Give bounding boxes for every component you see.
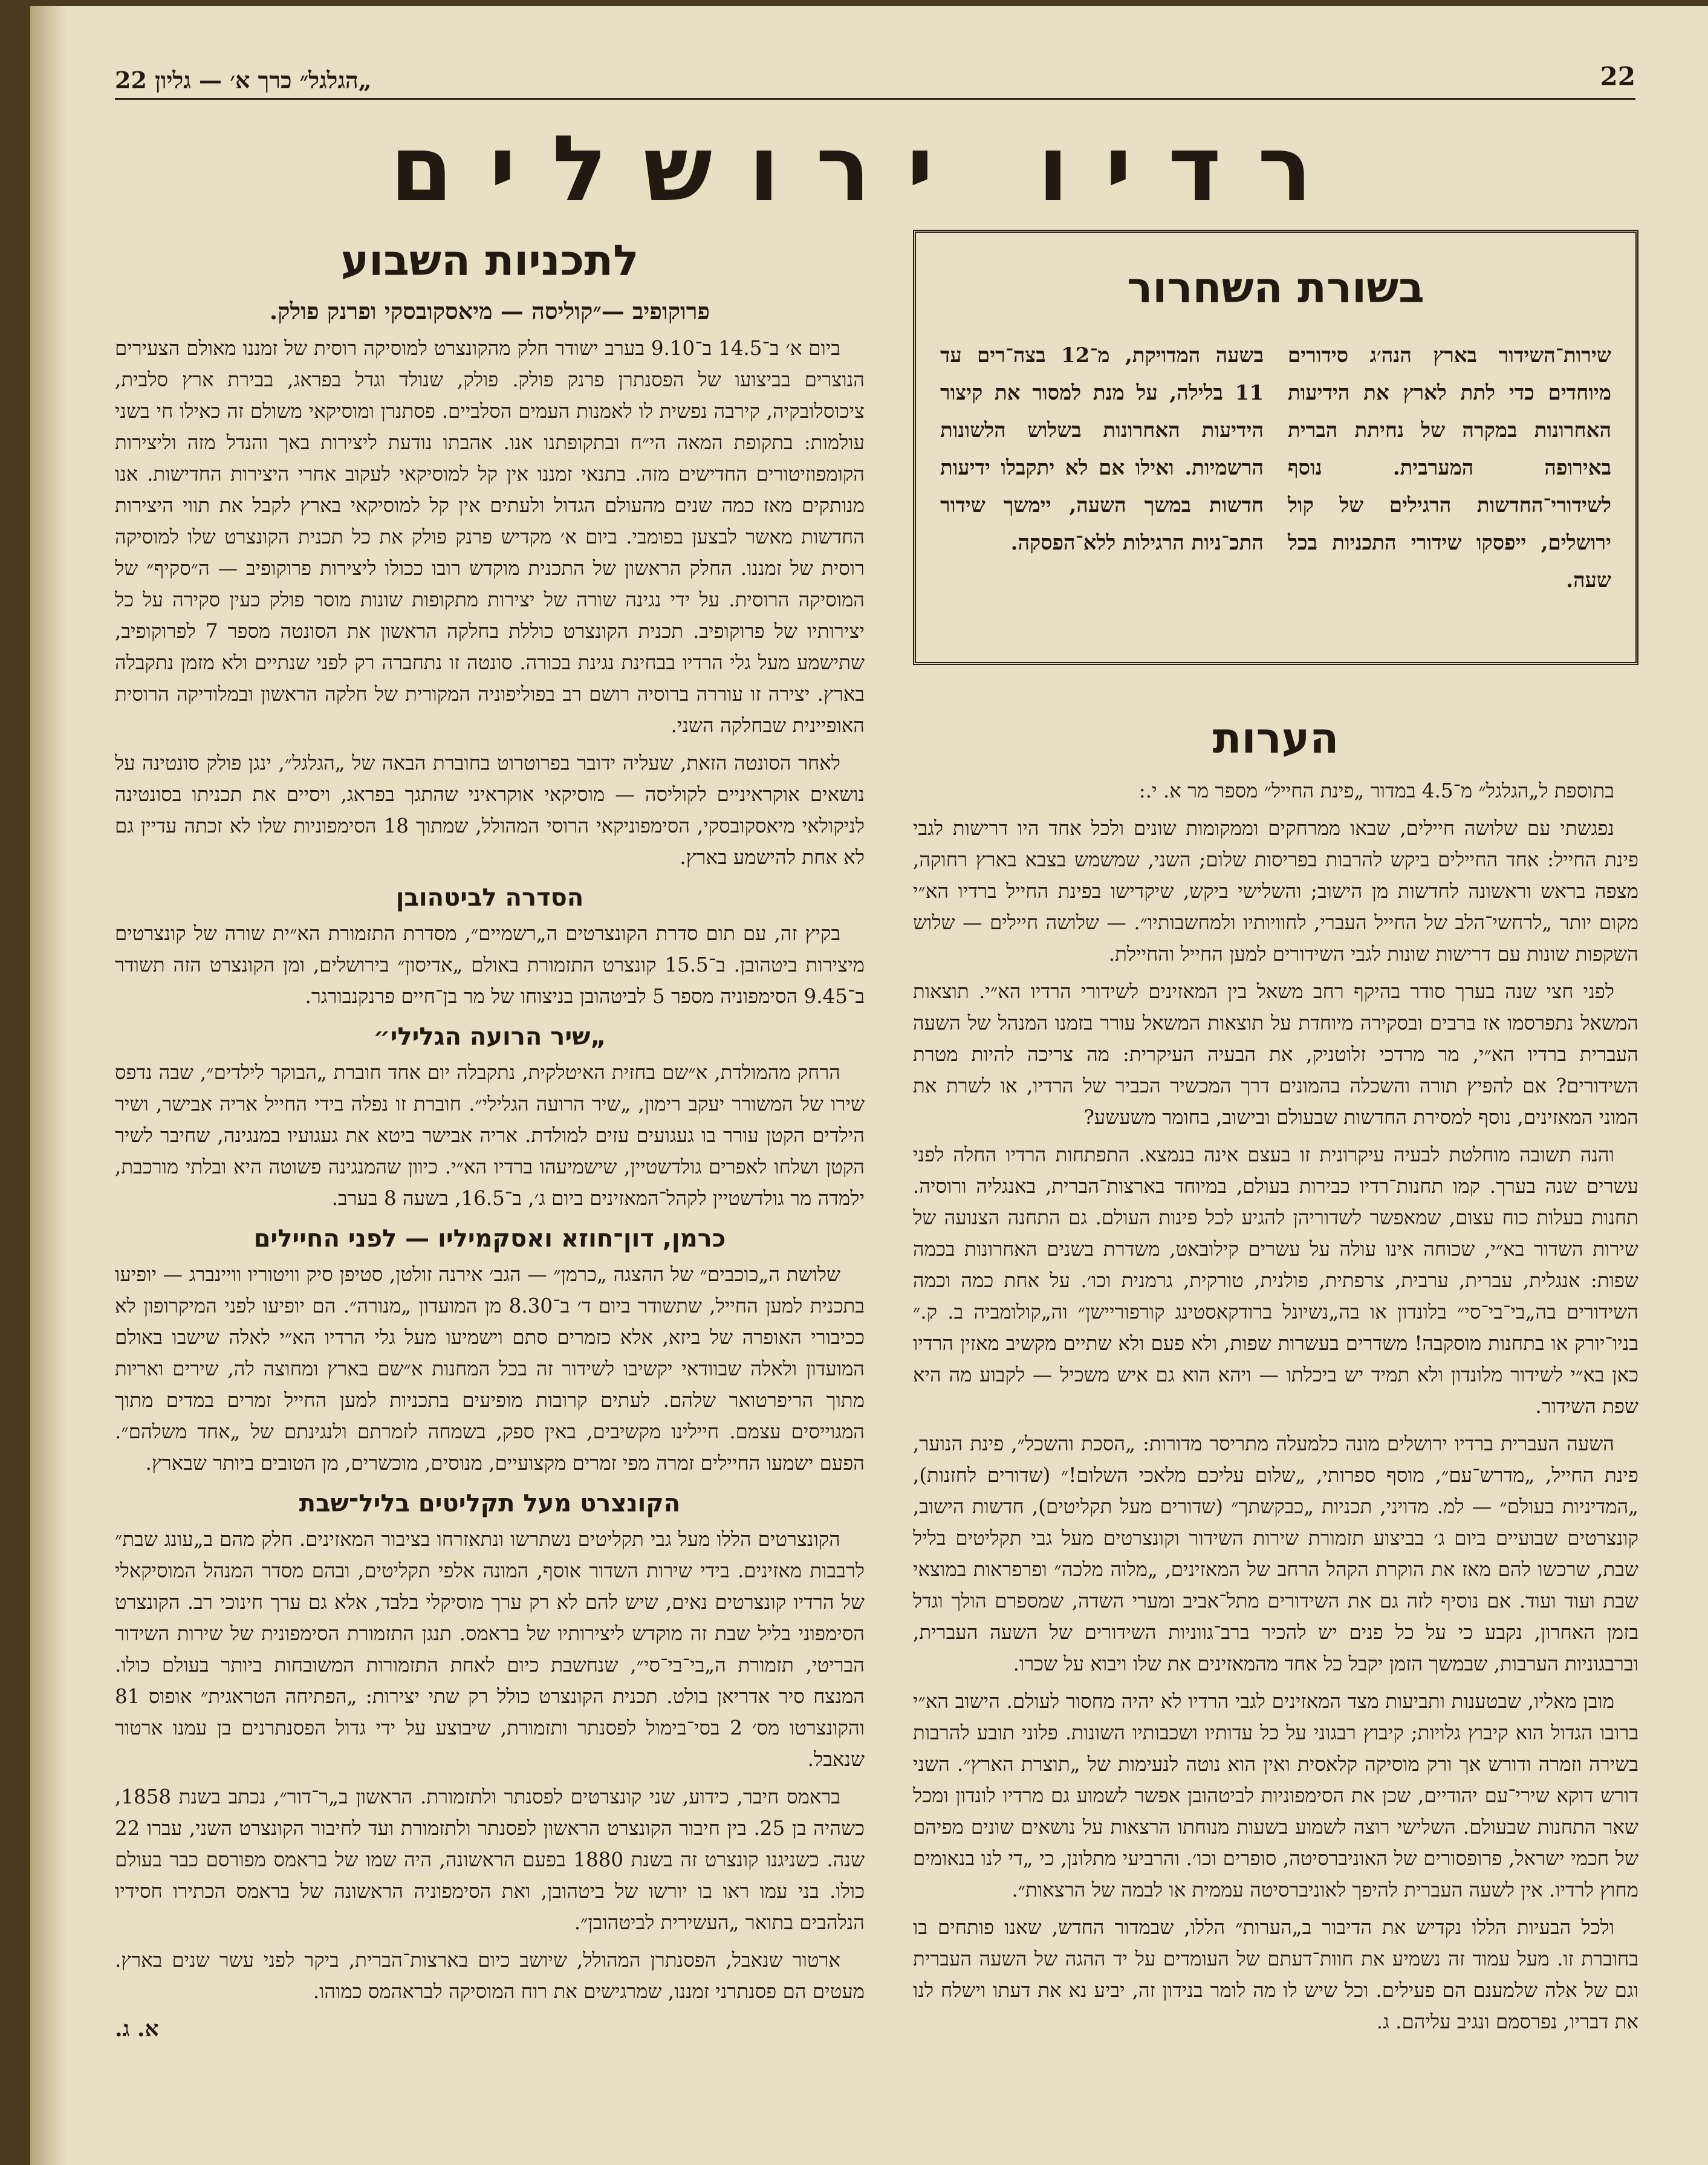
paragraph: הקונצרטים הללו מעל גבי תקליטים נשתרשו ונתאזרחו בציבור המאזינים. חלק מהם ב„עונג שבת״ לרבבות מאזינים. בידי שירות השדור אוסף, המונה אלפי תקליטים, ובהם מסדר המנהל המוסיקאלי של הרדיו קונצרטים נאים, שיש להם לא רק ערך מוסיקלי בלבד, אלא גם ערך חינוכי רב. הקונצרט הסימפוני בליל שבת זה מוקדש ליצירותיו של בראמס. תנגן התזמורת הסימפונית של שירות השידור הבריטי, תזמורת ה„בי־בי־סי״, שנחשבת כיום לאחת התזמורות המשובחות ביותר בעולם כולו. המנצח סיר אדריאן בולט. תכנית הקונצרט כולל רק שתי יצירות: „הפתיחה הטראגית״ אופוס 81 והקונצרטו מס׳ 2 בסי־בימול לפסנתר ותזמורת, שיבוצע על ידי גדול הפסנתרנים בן עמנו ארטור שנאבל. bbox=[115, 1528, 865, 1771]
paragraph: בתוספת ל„הגלגל״ מ־4.5 במדור „פינת החייל״ מספר מר א. י.: bbox=[1138, 779, 1614, 802]
paragraph: נפגשתי עם שלושה חיילים, שבאו ממרחקים וממקומות שונים ולכל אחד היו דרישות לגבי פינת החייל: אחד החיילים ביקש להרבות בפריסות שלום; השני, שמשמש בצבא בארץ רחוקה, מצפה בראש וראשונה לחדשות מן הישוב; והשלישי ביקש, שיקדישו בפינת החייל ברדיו הא״י מקום יותר „לרחשי־הלב של החייל העברי, לחוויותיו ולמחשבותיו״. — שלושה חיילים — שלוש השקפות שונות עם דרישות שונות לגבי השידורים למען החייל והחיילת. bbox=[913, 817, 1638, 966]
section-heading: כרמן, דון־חוזא ואסקמיליו — לפני החיילים bbox=[253, 1225, 726, 1253]
weekly-programs-lead: פרוקופיב —״קוליסה — מיאסקובסקי ופרנק פולק. bbox=[269, 297, 710, 325]
paragraph: ארטור שנאבל, הפסנתרן המהולל, שיושב כיום בארצות־הברית, ביקר לפני עשר שנים בארץ. מעטים הם פסנתרני זמננו, שמרגישים את רוח המוסיקה לבראהמס כמוהו. bbox=[115, 1949, 865, 2003]
notice-title: בשורת השחרור bbox=[1127, 263, 1424, 313]
page-number: 22 bbox=[1600, 62, 1635, 91]
liberation-notice-box bbox=[913, 230, 1638, 665]
comments-title: הערות bbox=[1212, 713, 1339, 763]
paragraph: לאחר הסונטה הזאת, שעליה ידובר בפרוטרוט בחוברת הבאה של „הגלגל״, ינגן פולק סונטינה על נושאים אוקראיניים לקוליסה — מוסיקאי אוקראיני שהתגך בפראג, ויסיים את תכניתו בסונטינה לניקולאי מיאסקובסקי, הסימפוניקאי הרוסי המהולל, שמתוך 18 הסימפוניות שלו לא זכתה עדיין גם לא אחת להישמע בארץ. bbox=[115, 751, 865, 869]
paragraph: מובן מאליו, שבטענות ותביעות מצד המאזינים לגבי הרדיו לא יהיה מחסור לעולם. הישוב הא״י ברובו הגדול הוא קיבוץ גלויות; קיבוץ רבגוני על כל עדותיו ושכבותיו השונות. פלוני תובע להרבות בשירה וזמרה ודורש אך ורק מוסיקה קלאסית ואין הוא נוטה לנעימות של „תוצרת הארץ״. השני דורש דוקא שירי־עם יהודיים, שכן את הסימפוניות לביטהובן אפשר לשמוע גם מרדיו לונדון ומכל שאר התחנות שבעולם. השלישי רוצה לשמוע בשעות מנוחתו הרצאות על נושאים שונים מפיהם של חכמי ישראל, פרופסורים של האוניברסיטה, סופרים וכו׳. והרביעי מתלונן, כי „די לנו בנאומים מחוץ לרדיו. אין לשעה העברית להיפך לאוניברסיטה עממית או לבמה של הרצאות״. bbox=[913, 1690, 1638, 1901]
section-heading: הקונצרט מעל תקליטים בליל־שבת bbox=[299, 1490, 681, 1517]
paragraph: הרחק מהמולדת, א״שם בחזית האיטלקית, נתקבלה יום אחד חוברת „הבוקר לילדים״, שבה נדפס שירו של המשורר יעקב רימון, „שיר הרועה הגלילי״. חוברת זו נפלה בידי החייל אריה אבישר, ושיר הילדים הקטן עורר בו געגועים עזים למולדת. אריה אבישר ביטא את געגועיו במנגינה, שחיבר לשיר הקטן ושלחו לאפרים גולדשטיין, שישמיעהו ברדיו הא״י. כיוון שהמנגינה פשוטה היא ובלתי מורכבת, ילמדה מר גולדשטיין לקהל־המאזינים ביום ג׳, ב־16.5, בשעה 8 בערב. bbox=[115, 1061, 865, 1210]
newspaper-page bbox=[30, 6, 1708, 2165]
paragraph: ולכל הבעיות הללו נקדיש את הדיבור ב„הערות״ הללו, שבמדור החדש, שאנו פותחים בו בחוברת זו. מעל עמוד זה נשמיע את חוות־דעתם של העומדים על יד ההגה של השעה העברית וגם של אלה שלמענם הם פעילים. וכל שיש לו מה לומר בנידון זה, יביע נא את דעתו וישלח לנו את דבריו, נפרסמם ונגיב עליהם. ג. bbox=[913, 1916, 1638, 2033]
paragraph: שלושת ה„כוכבים״ של ההצגה „כרמן״ — הגב׳ אירנה זולטן, סטיפן סיק וויטוריו וויינברג — יופיעו בתכנית למען החייל, שתשודר ביום ד׳ ב־8.30 מן המועדון „מנורה״. הם יופיעו לפני המיקרופון לא ככיבורי האופרה של ביזא, אלא כזמרים סתם וישמיעו מעל גלי הרדיו הא״י לאלה שישבו באולם המועדון ולאלה שבוודאי יקשיבו לשידור זה בכל המחנות א״שם בארץ ומחוצה לה, שירים ואריות מתוך הריפרטואר שלהם. לעתים קרובות מופיעים בתכניות למען החייל זמרים במדים מתוך המגוייסים עצמם. חיילינו מקשיבים, באין ספק, בשמחה לזמרתם ולנגינתם של „אחד משלהם״. הפעם ישמעו החיילים זמרה מפי זמרים מקצועיים, מנוסים, מוכשרים, מן הטובים ביותר שבארץ. bbox=[115, 1263, 865, 1475]
paragraph: ביום א׳ ב־14.5 ב־9.10 בערב ישודר חלק מהקונצרט למוסיקה רוסית של זמננו מאולם הצעירים הנוצרים בביצועו של הפסנתרן פרנק פולק. פולק, שנולד וגדל בפראג, בבירת ארץ סלבית, ציכוסלובקיה, קירבה נפשית לו לאמנות העמים הסלביים. פסתנרן ומוסיקאי משולם זה כאילו חי בשני עולמות: בתקופת המאה הי״ח ובתקופתנו אנו. אהבתו נודעת ליצירות באך והנדל מזה וליצירות הקומפוזיטורים החדישים מזה. בתנאי זמננו אין קל למוסיקאי לעקוב אחרי היצירות החדישות. אנו מנותקים מאז כמה שנים מהעולם הגדול ולעתים אין קל למוסיקאי בארץ לקבל את תווי היצירות החדשות מאשר לבצען בפומבי. ביום א׳ מקדיש פרנק פולק את כל תכנית הקונצרט שלו למוסיקה רוסית של זמננו. החלק הראשון של התכנית מוקדש רובו ככולו ליצירות פרוקופיב — ה״סקיף״ של המוסיקה הרוסית. על ידי נגינה שורה של יצירות מתקופות שונות מוסר פולק כעין סקירה על כל יצירותיו של פרוקופיב. תכנית הקונצרט כוללת בחלקה הראשון את הסונטה מספר 7 לפרוקופיב, שתישמע מעל גלי הרדיו בבחינת נגינת בכורה. סונטה זו נתחברה רק לפני שנתיים ולא מזמן נתקבלה בארץ. יצירה זו עוררה ברוסיה רושם רב בפוליפוניה המקורית של חלקה הראשון ובמלודיקה הרוסית האופיינית שבחלקה השני. bbox=[115, 337, 865, 737]
comments-column bbox=[913, 230, 1638, 2147]
paragraph: השעה העברית ברדיו ירושלים מונה כלמעלה מתריסר מדורות: „הסכת והשכל״, פינת הנוער, פינת החייל, „מדרש־עם״, מוסף ספרותי, „שלום עליכם מלאכי השלום!״ (שדורים לחזנות), „המדיניות בעולם״ — למ. מדויני, תכניות „כבקשתך״ (שדורים מעל תקליטים), חדשות הישוב, קונצרטים שבועיים ביום ג׳ בביצוע תזמורת שירות השידור וקונצרטים מעל גבי תקליטים בליל שבת, שרכשו להם מאז את הוקרת הקהל הרחב של המאזינים, „מלוה מלכה״ ופרפראות במוצאי שבת ועוד ועוד. אם נוסיף לזה גם את השידורים מתל־אביב ומערי השדה, שמספרם הולך וגדל בזמן האחרון, נקבע כי על כל פנים יש להכיר ברב־גווניות השידורים של השעה העברית, וברבגוניות הערבות, שבמשך הזמן יקבל כל אחד מהמאזינים את שלו ויבוא על שכרו. bbox=[913, 1432, 1638, 1675]
notice-text-right: שירות־השידור בארץ הנה׳ג סידורים מיוחדים כדי לתת לארץ את הידיעות האחרונות במקרה של נחיתת הברית באירופה המערבית. נוסף לשידורי־החדשות הרגילים של קול ירושלים, ייפסקו שידורי התכניות בכל שעה. bbox=[1288, 343, 1611, 592]
notice-columns bbox=[940, 337, 1611, 599]
paragraph: בראמס חיבר, כידוע, שני קונצרטים לפסנתר ולתזמורת. הראשון ב„ר־דור״, נכתב בשנת 1858, כשהיה בן 25. בין חיבור הקונצרט הראשון לפסנתר ולתזמורת ועד לחיבור הקונצרט השני, עברו 22 שנה. כשניגנו קונצרט זה בשנת 1880 בפעם הראשונה, היה שמו של בראמס מפורסם כבר בעולם כולו. בני עמו ראו בו יורשו של ביטהובן, ואת הסימפוניה הראשונה של בראמס הכתירו חסידיו הנלהבים בתואר „העשירית לביטהובן״. bbox=[115, 1785, 865, 1934]
page-gutter bbox=[30, 6, 67, 2165]
paragraph: והנה תשובה מוחלטת לבעיה עיקרונית זו בעצם אינה בנמצא. התפתחות הרדיו החלה לפני עשרים שנה בערך. קמו תחנות־רדיו כבירות בעולם, במיוחד בארצות־הברית, באנגליה ורוסיה. תחנות בעלות כוח עצום, שמאפשר לשדוריהן להגיע לכל פינות העולם. גם התחנה הצנועה של שירות השדור בא״י, שכוחה אינו עולה על עשרים קילובאט, משדרת בשנים האחרונות בכמה שפות: אנגלית, עברית, ערבית, צרפתית, פולנית, טורקית, גרמנית וכו׳. על אחת כמה וכמה השידורים בה„בי־בי־סי״ בלונדון או בה„נשיונל ברודקאסטינג קורפוריישן״ וה„קולומביה ב. ק.״ בניו־יורק או בתחנות מוסקבה! משדרים בעשרות שפות, ולא פעם ולא שתיים מקשיב מאזין הרדיו כאן בא״י לשידור מלונדון ולא תמיד יש ביכלתו — ויהא הוא גם איש משכיל — לקבוע מה היא שפת השידור. bbox=[913, 1143, 1638, 1418]
section-heading: הסדרה לביטהובן bbox=[395, 884, 584, 912]
header-title: „הגלגל״ כרך א׳ — גליון 22 bbox=[115, 67, 372, 94]
paragraph: בקיץ זה, עם תום סדרת הקונצרטים ה„רשמיים״, מסדרת התזמורת הא״ית שורה של קונצרטים מיצירות ביטהובן. ב־15.5 קונצרט התזמורת באולם „אדיסון״ בירושלים, ומן הקונצרט הזה תשודר ב־9.45 הסימפוניה מספר 5 לביטהובן בניצוחו של מר בן־חיים פרנקנבורגר. bbox=[115, 922, 865, 1008]
weekly-programs-column bbox=[115, 236, 865, 2147]
masthead: רדיו ירושלים bbox=[389, 117, 1349, 222]
paragraph: לפני חצי שנה בערך סודר בהיקף רחב משאל בין המאזינים לשידורי הרדיו הא״י. תוצאות המשאל נתפרסמו אז ברבים ובסקירה מיוחדת על תוצאות המשאל עורר בזמנו המנהל של השעה העברית ברדיו הא״י, מר מרדכי זלוטניק, את הבעיה העיקרית: מה צריכה להיות מטרת השידורים? אם להפיץ תורה והשכלה בהמונים דרך המכשיר הכביר של הרדיו, או לשרת את המוני המאזינים, נוסף למסירת החדשות שבעולם ובישוב, בחומר משעשע? bbox=[913, 980, 1638, 1129]
running-header bbox=[115, 62, 1635, 100]
signature: א. ג. bbox=[115, 2016, 159, 2042]
notice-text-left: בשעה המדויקת, מ־12 בצה־רים עד 11 בלילה, על מנת למסור את קיצור הידיעות האחרונות בשלוש הלשונות הרשמיות. ואילו אם לא יתקבלו ידיעות חדשות במשך השעה, יימשך שידור התכ־ניות הרגילות ללא־הפסקה. bbox=[940, 343, 1264, 555]
section-heading: „שיר הרועה הגלילי״ bbox=[373, 1023, 606, 1051]
weekly-programs-title: לתכניות השבוע bbox=[340, 236, 639, 285]
